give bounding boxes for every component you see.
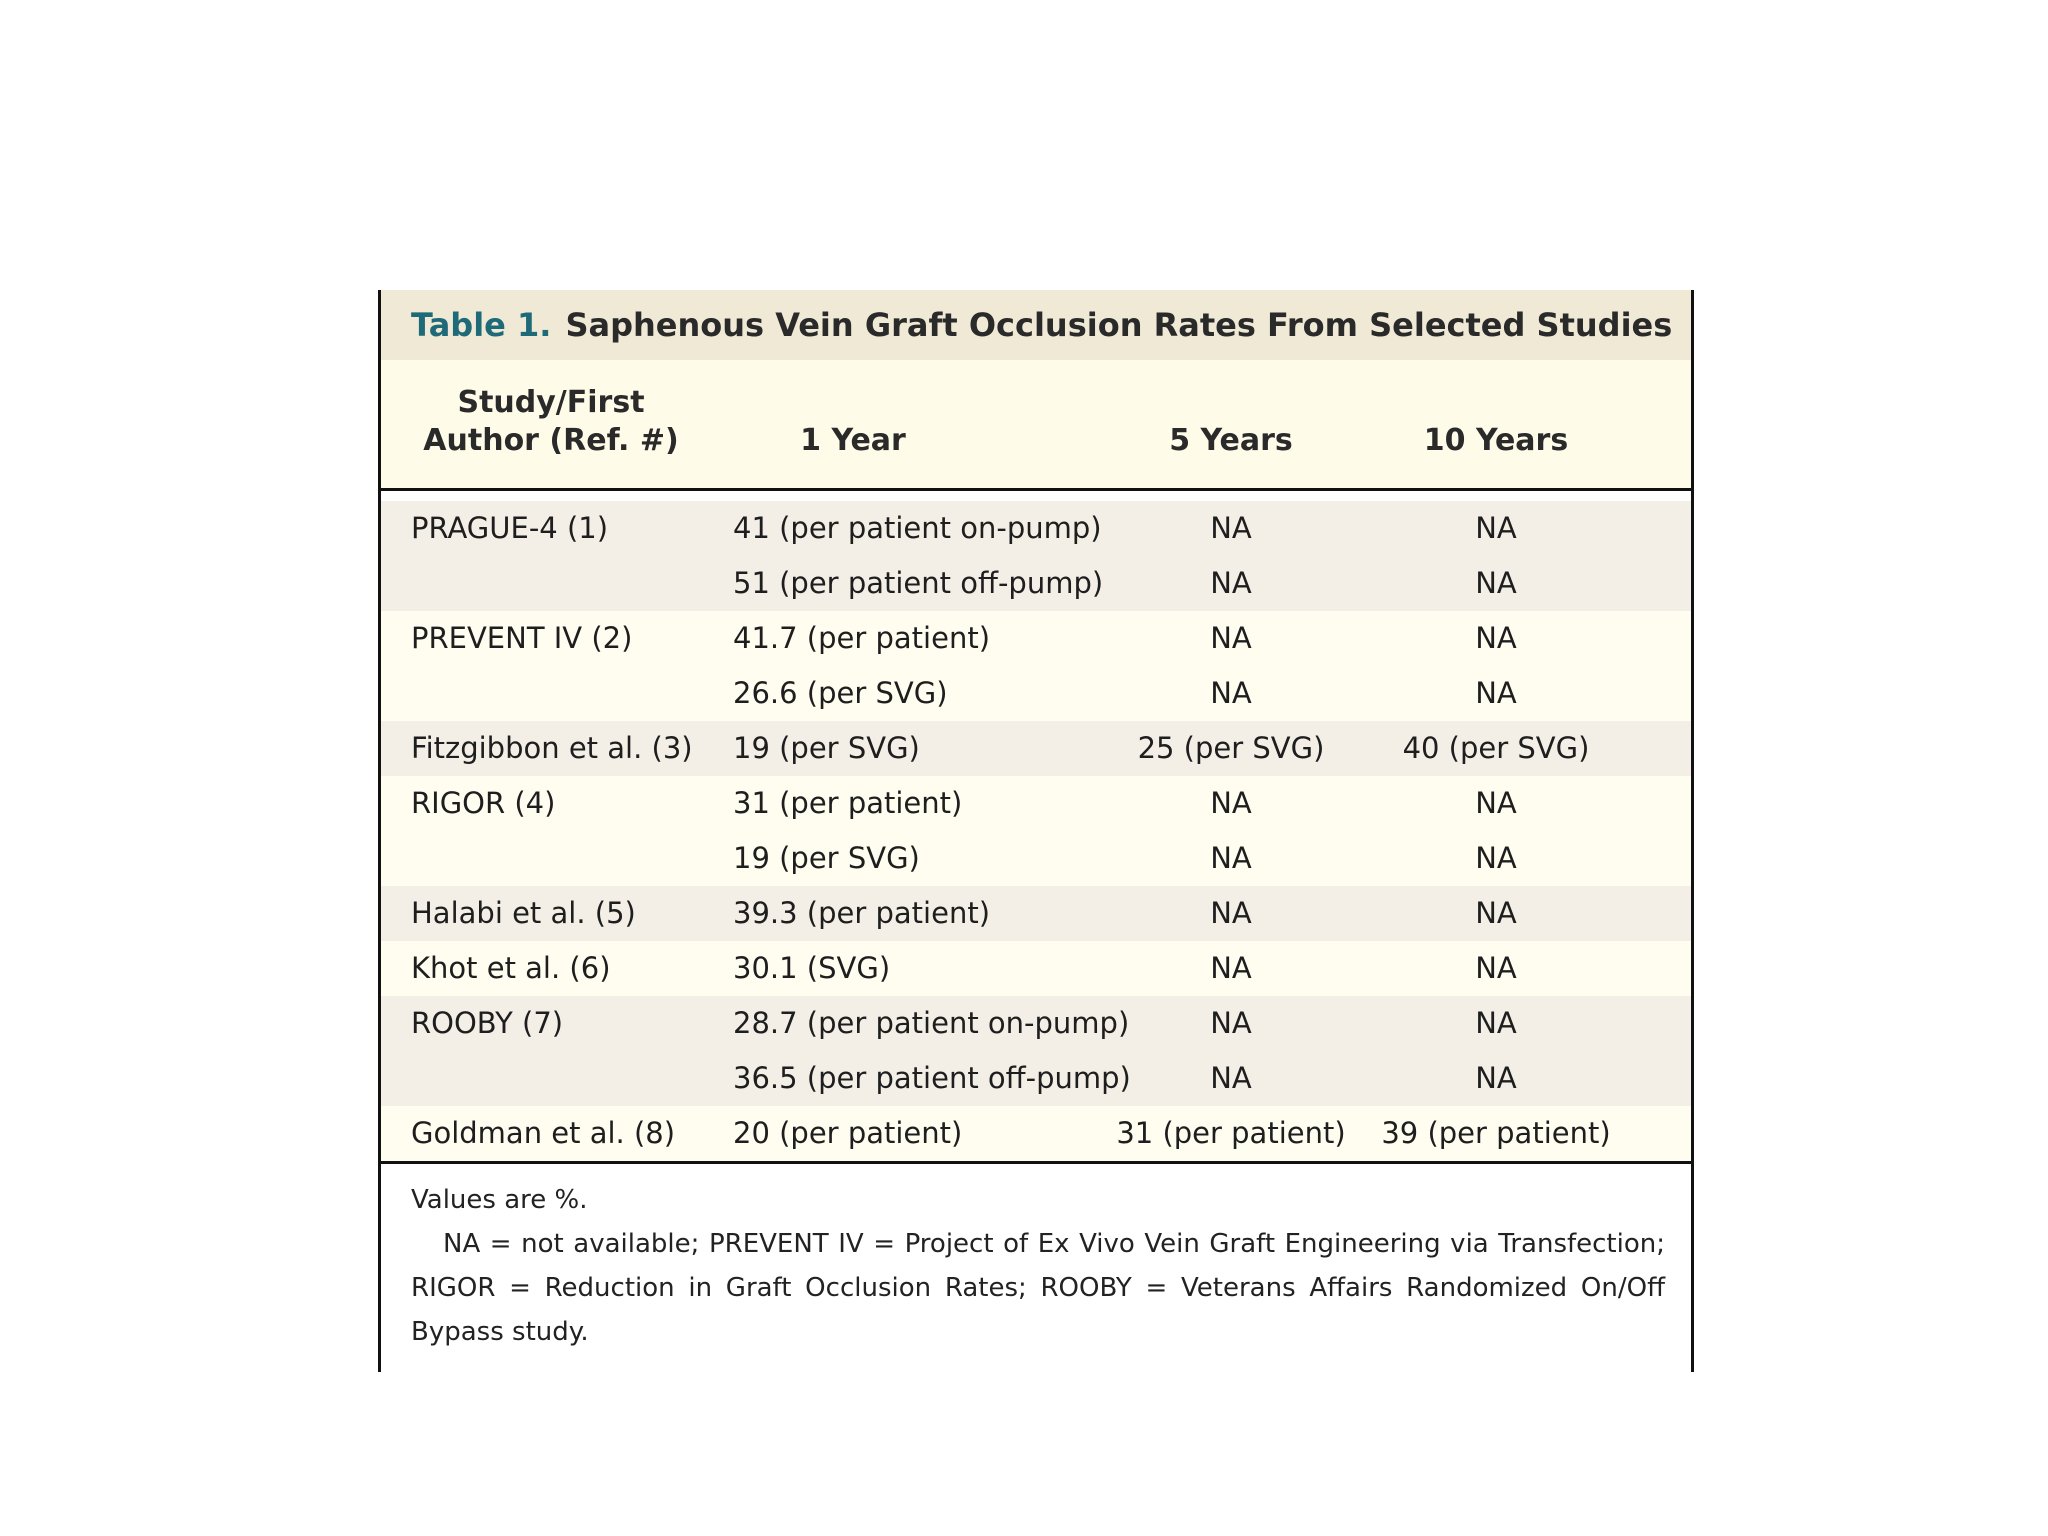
- row-group: [381, 941, 1691, 996]
- cell-year1: 19 (per SVG): [733, 731, 920, 765]
- table-row: [381, 721, 1691, 776]
- cell-year5: NA: [1210, 1006, 1252, 1040]
- cell-year10: NA: [1475, 1061, 1517, 1095]
- row-group: [381, 996, 1691, 1106]
- footnote-line1: Values are %.: [411, 1185, 588, 1215]
- table-footnote: [381, 1164, 1691, 1354]
- table-row: [381, 611, 1691, 666]
- caption-label: Table 1.: [411, 306, 552, 344]
- cell-study: Goldman et al. (8): [411, 1116, 676, 1150]
- table-row: [381, 666, 1691, 721]
- cell-year1: 39.3 (per patient): [733, 896, 991, 930]
- table-row: [381, 996, 1691, 1051]
- cell-year1: 20 (per patient): [733, 1116, 963, 1150]
- cell-study: RIGOR (4): [411, 786, 556, 820]
- header-year10: 10 Years: [1423, 423, 1569, 458]
- table-body: [381, 491, 1691, 1161]
- row-group: [381, 886, 1691, 941]
- table-row: [381, 501, 1691, 556]
- cell-study: PREVENT IV (2): [411, 621, 633, 655]
- header-study-line2: Author (Ref. #): [423, 423, 679, 458]
- cell-year5: NA: [1210, 786, 1252, 820]
- cell-year1: 31 (per patient): [733, 786, 963, 820]
- row-group: [381, 611, 1691, 721]
- cell-year5: NA: [1210, 566, 1252, 600]
- row-group: [381, 1106, 1691, 1161]
- cell-year1: 28.7 (per patient on-pump): [733, 1006, 1130, 1040]
- cell-year10: NA: [1475, 896, 1517, 930]
- table-row: [381, 776, 1691, 831]
- cell-year10: NA: [1475, 621, 1517, 655]
- table-header-row: [381, 360, 1691, 491]
- caption-text: Saphenous Vein Graft Occlusion Rates From Selected Studies: [565, 306, 1673, 344]
- table-row: [381, 886, 1691, 941]
- cell-year5: 31 (per patient): [1116, 1116, 1346, 1150]
- cell-year1: 36.5 (per patient off-pump): [733, 1061, 1131, 1095]
- cell-year5: NA: [1210, 896, 1252, 930]
- header-year1: 1 Year: [800, 423, 906, 458]
- row-group: [381, 501, 1691, 611]
- cell-year10: NA: [1475, 786, 1517, 820]
- cell-year10: NA: [1475, 511, 1517, 545]
- cell-study: Halabi et al. (5): [411, 896, 636, 930]
- cell-study: PRAGUE-4 (1): [411, 511, 609, 545]
- cell-year10: NA: [1475, 841, 1517, 875]
- cell-year5: 25 (per SVG): [1137, 731, 1325, 765]
- cell-year1: 30.1 (SVG): [733, 951, 891, 985]
- table-row: [381, 941, 1691, 996]
- cell-year1: 19 (per SVG): [733, 841, 920, 875]
- table-row: [381, 556, 1691, 611]
- cell-year5: NA: [1210, 676, 1252, 710]
- cell-year10: 40 (per SVG): [1402, 731, 1590, 765]
- cell-year5: NA: [1210, 621, 1252, 655]
- cell-year10: NA: [1475, 951, 1517, 985]
- footnote-line2: NA = not available; PREVENT IV = Project of Ex Vivo Vein Graft Engineering via Transfection; RIGOR = Reduction in Graft Occlusion Rates; ROOBY = Veterans Affairs Randomized On/Off Bypass study.: [411, 1229, 1665, 1347]
- row-group: [381, 776, 1691, 886]
- cell-study: ROOBY (7): [411, 1006, 564, 1040]
- header-year5: 5 Years: [1169, 423, 1293, 458]
- cell-year1: 41.7 (per patient): [733, 621, 991, 655]
- row-group: [381, 721, 1691, 776]
- table-row: [381, 1106, 1691, 1161]
- cell-year1: 26.6 (per SVG): [733, 676, 948, 710]
- cell-year1: 41 (per patient on-pump): [733, 511, 1102, 545]
- cell-year5: NA: [1210, 511, 1252, 545]
- cell-year5: NA: [1210, 951, 1252, 985]
- table-caption: [381, 290, 1691, 360]
- cell-year10: NA: [1475, 1006, 1517, 1040]
- table-row: [381, 1051, 1691, 1106]
- cell-year5: NA: [1210, 841, 1252, 875]
- table-panel: [378, 290, 1694, 1372]
- cell-year10: NA: [1475, 676, 1517, 710]
- cell-study: Fitzgibbon et al. (3): [411, 731, 693, 765]
- cell-year5: NA: [1210, 1061, 1252, 1095]
- table-row: [381, 831, 1691, 886]
- cell-year10: 39 (per patient): [1381, 1116, 1611, 1150]
- header-study-line1: Study/First: [457, 385, 645, 420]
- cell-year10: NA: [1475, 566, 1517, 600]
- cell-year1: 51 (per patient off-pump): [733, 566, 1104, 600]
- header-study: [411, 384, 691, 460]
- cell-study: Khot et al. (6): [411, 951, 611, 985]
